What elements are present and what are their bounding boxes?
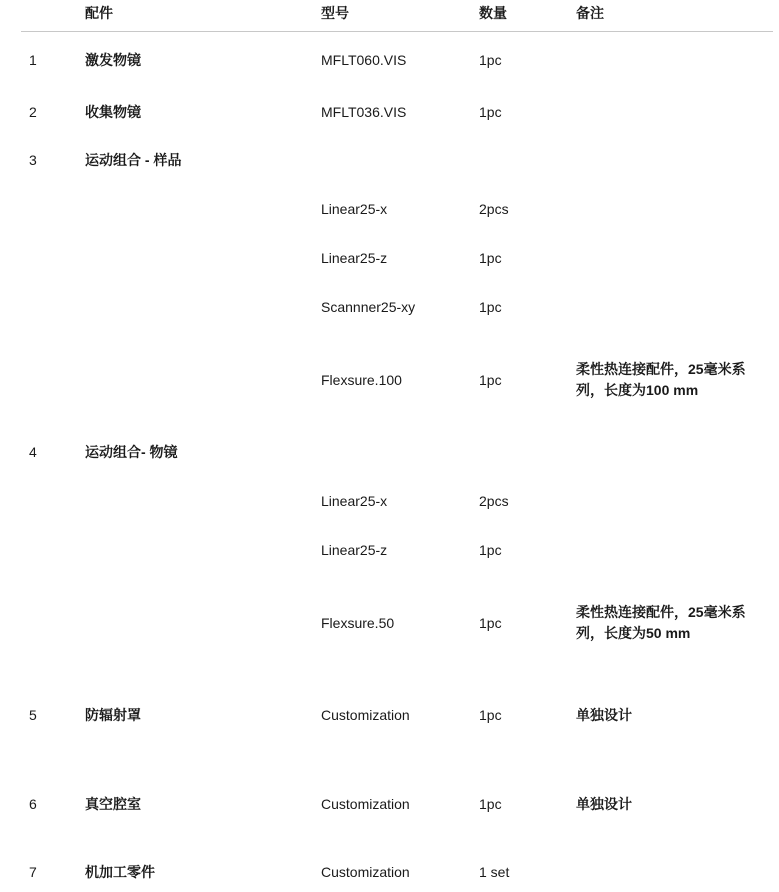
row-1-part: 激发物镜 — [85, 52, 141, 68]
row-5-qty: 1pc — [479, 707, 502, 723]
row-6-note: 单独设计 — [576, 796, 632, 812]
row-4a-qty: 2pcs — [479, 493, 509, 509]
row-3c-qty: 1pc — [479, 299, 502, 315]
row-1-no: 1 — [29, 52, 37, 68]
header-model: 型号 — [321, 5, 349, 21]
row-7-no: 7 — [29, 864, 37, 880]
row-4c-note: 柔性热连接配件，25毫米系列，长度为50 mm — [576, 604, 746, 641]
row-7-part: 机加工零件 — [85, 864, 155, 880]
row-3d-qty: 1pc — [479, 372, 502, 388]
row-3a-model: Linear25-x — [321, 201, 388, 217]
row-3a-qty: 2pcs — [479, 201, 509, 217]
row-3b-model: Linear25-z — [321, 250, 388, 266]
row-6-part: 真空腔室 — [85, 796, 141, 812]
row-3c-model: Scannner25-xy — [321, 299, 416, 315]
row-1-model: MFLT060.VIS — [321, 52, 407, 68]
row-2-part: 收集物镜 — [85, 104, 141, 120]
header-part: 配件 — [85, 5, 113, 21]
row-3b-qty: 1pc — [479, 250, 502, 266]
row-6-model: Customization — [321, 796, 410, 812]
header-qty: 数量 — [479, 5, 507, 21]
row-6-qty: 1pc — [479, 796, 502, 812]
row-5-no: 5 — [29, 707, 37, 723]
row-5-model: Customization — [321, 707, 410, 723]
row-2-no: 2 — [29, 104, 37, 120]
row-3d-note: 柔性热连接配件，25毫米系列，长度为100 mm — [576, 361, 746, 398]
row-1-qty: 1pc — [479, 52, 502, 68]
row-7-qty: 1 set — [479, 864, 510, 880]
row-4c-model: Flexsure.50 — [321, 615, 395, 631]
row-2-qty: 1pc — [479, 104, 502, 120]
row-4b-model: Linear25-z — [321, 542, 388, 558]
row-3-part: 运动组合 - 样品 — [85, 152, 182, 168]
row-4c-qty: 1pc — [479, 615, 502, 631]
row-7-model: Customization — [321, 864, 410, 880]
header-note: 备注 — [576, 5, 604, 21]
row-4b-qty: 1pc — [479, 542, 502, 558]
row-5-note: 单独设计 — [576, 707, 632, 723]
row-4-no: 4 — [29, 444, 37, 460]
header-divider — [21, 31, 773, 32]
row-4a-model: Linear25-x — [321, 493, 388, 509]
row-3d-model: Flexsure.100 — [321, 372, 402, 388]
row-4-part: 运动组合- 物镜 — [85, 444, 178, 460]
row-5-part: 防辐射罩 — [85, 707, 141, 723]
row-2-model: MFLT036.VIS — [321, 104, 407, 120]
row-3-no: 3 — [29, 152, 37, 168]
row-6-no: 6 — [29, 796, 37, 812]
